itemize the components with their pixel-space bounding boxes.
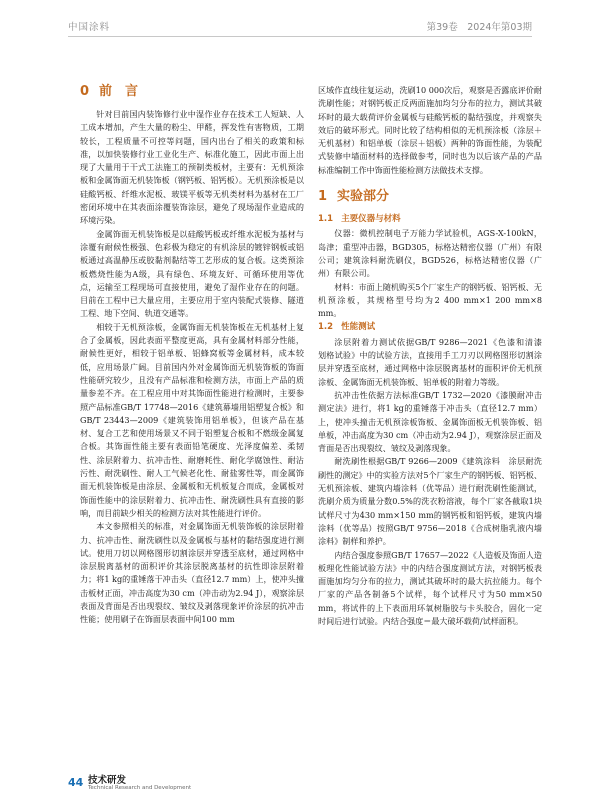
section-title: 前 言 [99, 84, 139, 99]
subsection-number: 1.1 [318, 214, 334, 225]
section-gap [318, 177, 542, 189]
section-title: 实验部分 [337, 189, 390, 205]
subsection-title: 性能测试 [341, 322, 376, 333]
issue-info: 第39卷 2024年第03期 [426, 22, 532, 33]
section-number: 0 [80, 84, 90, 99]
paragraph: 抗冲击性依据方法标准GB/T 1732—2020《漆膜耐冲击测定法》进行，将1 kg的重锤落于冲击头（直径12.7 mm）上，使冲头撞击无机预涂板饰板、金属饰面板无机装饰板、铝单板，冲击高度为30 cm（冲击动为2.94 J），观察涂层正面及背面是否出现裂纹、皱纹及剥落现象。 [318, 389, 542, 454]
paragraph: 仪器：微机控制电子万能力学试验机，AGS-X-100kN，岛津；重型冲击器，BGD305，标格达精密仪器（广州）有限公司；建筑涂料耐洗刷仪，BGD526，标格达精密仪器（广州）有限公司。 [318, 228, 542, 279]
header-divider [68, 36, 532, 37]
paragraph: 本文参照相关的标准，对金属饰面无机装饰板的涂层附着力、抗冲击性、耐洗刷性以及金属板与基材的黏结强度进行测试。使用刀切以网格图形切割涂层并穿透至底材，通过网格中涂层脱离基材的面积评价其涂层脱离基材的抗性即涂层附着力；将1 kg的重锤落于冲击头（直径12.7 mm）上，使冲头撞击板材正面，冲击高度为30 cm（冲击动为2.94 J），观察涂层表面及背面是否出现裂纹、皱纹及剥落现象评价涂层的抗冲击性能；使用刷子在饰面层表面中间100 mm [80, 521, 304, 625]
subsection-title: 主要仪器与材料 [341, 214, 401, 225]
paragraph: 涂层附着力测试依据GB/T 9286—2021《色漆和清漆 划格试验》中的试验方法，直接用手工刀刃以网格图形切割涂层并穿透至底材，通过网格中涂层脱离基材的面积评价无机预涂板、金属饰面无机装饰板、铝单板的附着力等级。 [318, 336, 551, 387]
subsection-heading-1-2 [318, 321, 542, 334]
paragraph-continuation: 区域作直线往复运动，洗刷10 000次后，观察是否露底评价耐洗刷性能；对钢钙板正反两面施加均匀分布的拉力，测试其破坏时的最大载荷评价金属板与硅酸钙板的黏结强度，并观察失效后的破坏形式。同时比较了结构相似的无机预涂板（涂层＋无机基材）和铝单板（涂层＋铝板）两种的饰面性能，为装配式装修中墙面材料的选择做参考，同时也为以后该产品的产品标准编制工作中饰面性能检测方法做技术支撑。 [318, 85, 542, 175]
subsection-number: 1.2 [318, 322, 334, 333]
right-column [318, 84, 551, 628]
journal-name: 中国涂料 [68, 22, 111, 33]
page-number: 44 [68, 776, 84, 789]
paragraph: 内结合强度参照GB/T 17657—2022《人造板及饰面人造板理化性能试验方法》中的内结合强度测试方法，对钢钙板表面施加均匀分布的拉力，测试其破坏时的最大抗拉能力。每个厂家的产品各制备5个试样，每个试样尺寸为50 mm×50 mm，将试件的上下表面用环氧树脂胶与卡头胶合，固化一定时间后进行试验。内结合强度＝最大破坏载荷/试样面积。 [318, 549, 542, 626]
paragraph: 相较于无机预涂板，金属饰面无机装饰板在无机基材上复合了金属板，因此表面平整度更高，具有金属材料部分性能，耐候性更好，相较于铝单板、铝蜂窝板等金属材料，成本较低，应用场景广阔。目前国内外对金属饰面无机装饰板的饰面性能研究较少，且没有产品标准和检测方法，市面上产品的质量参差不齐。在工程应用中对其饰面性能进行检测时，主要参照产品标准GB/T 17748—2016《建筑幕墙用铝塑复合板》和GB/T 23443—2009《建筑装饰用铝单板》，但该产品在基材、复合工艺和使用场景又不同于铝塑复合板和不燃级金属复合板。其饰面性能主要有表面铅笔硬度、光泽度偏差、柔韧性、涂层附着力、抗冲击性、耐磨耗性、耐化学腐蚀性、耐沾污性、耐洗刷性、耐人工气候老化性、耐盐雾性等，而金属饰面无机装饰板是由涂层、金属板和无机板复合而成，金属板对饰面性能中的涂层附着力、抗冲击性、耐洗刷性具有直接的影响，而目前缺少相关的检测方法对其性能进行评价。 [80, 321, 304, 518]
paragraph: 材料：市面上随机购买5个厂家生产的钢钙板、铝钙板、无机预涂板，其规格型号均为2 400 mm×1 200 mm×8 mm。 [318, 281, 542, 319]
footer-section-title: 技术研发 [88, 775, 127, 786]
page-header [0, 0, 600, 44]
left-column [80, 84, 304, 627]
footer-section-subtitle: Technical Research and Development [88, 785, 192, 791]
section-number: 1 [318, 189, 328, 205]
paragraph: 金属饰面无机装饰板是以硅酸钙板或纤维水泥板为基材与涂覆有耐候性极强、色彩极为稳定的有机涂层的镀锌钢板或铝板通过高温静压或胶黏剂黏结等工艺形成的复合板。这类预涂板燃烧性能为A级，具有绿色、环境友好、可循环使用等优点，运输至工程现场可直接使用，避免了湿作业存在的问题。目前在工程中已大量应用，主要应用于室内装配式装修、隧道工程、地下空间、轨道交通等。 [80, 228, 304, 319]
subsection-heading-1-1 [318, 213, 542, 226]
section-heading-intro [80, 84, 304, 100]
section-heading-experiment [318, 189, 542, 205]
paragraph: 耐洗刷性根据GB/T 9266—2009《建筑涂料 涂层耐洗刷性的测定》中的实验方法对5个厂家生产的钢钙板、铝钙板、无机预涂板、建筑内墙涂料（优等品）进行耐洗刷性能测试，洗刷介质为质量分数0.5%的洗衣粉溶液，每个厂家各截取1块试样尺寸为430 mm×150 mm的钢钙板和铝钙板，建筑内墙涂料（优等品）按照GB/T 9756—2018《合成树脂乳液内墙涂料》制样和养护。 [318, 456, 542, 547]
paragraph: 针对目前国内装饰修行业中湿作业存在技术工人短缺、人工成本增加，产生大量的粉尘、甲醛，挥发性有害物质，工期较长，工程质量不可控等问题，国内出台了相关的政策和标准，以加快装修行业工业化生产、标准化施工，因此市面上出现了大量用于干式工法施工的预制类板材，主要有：无机预涂板和金属饰面无机装饰板（钢钙板、铝钙板）。无机预涂板是以硅酸钙板、纤维水泥板、玻镁平板等无机类材料为基材在工厂密闭环境中在其表面涂覆装饰涂层，避免了现场湿作业造成的环境污染。 [80, 109, 304, 226]
